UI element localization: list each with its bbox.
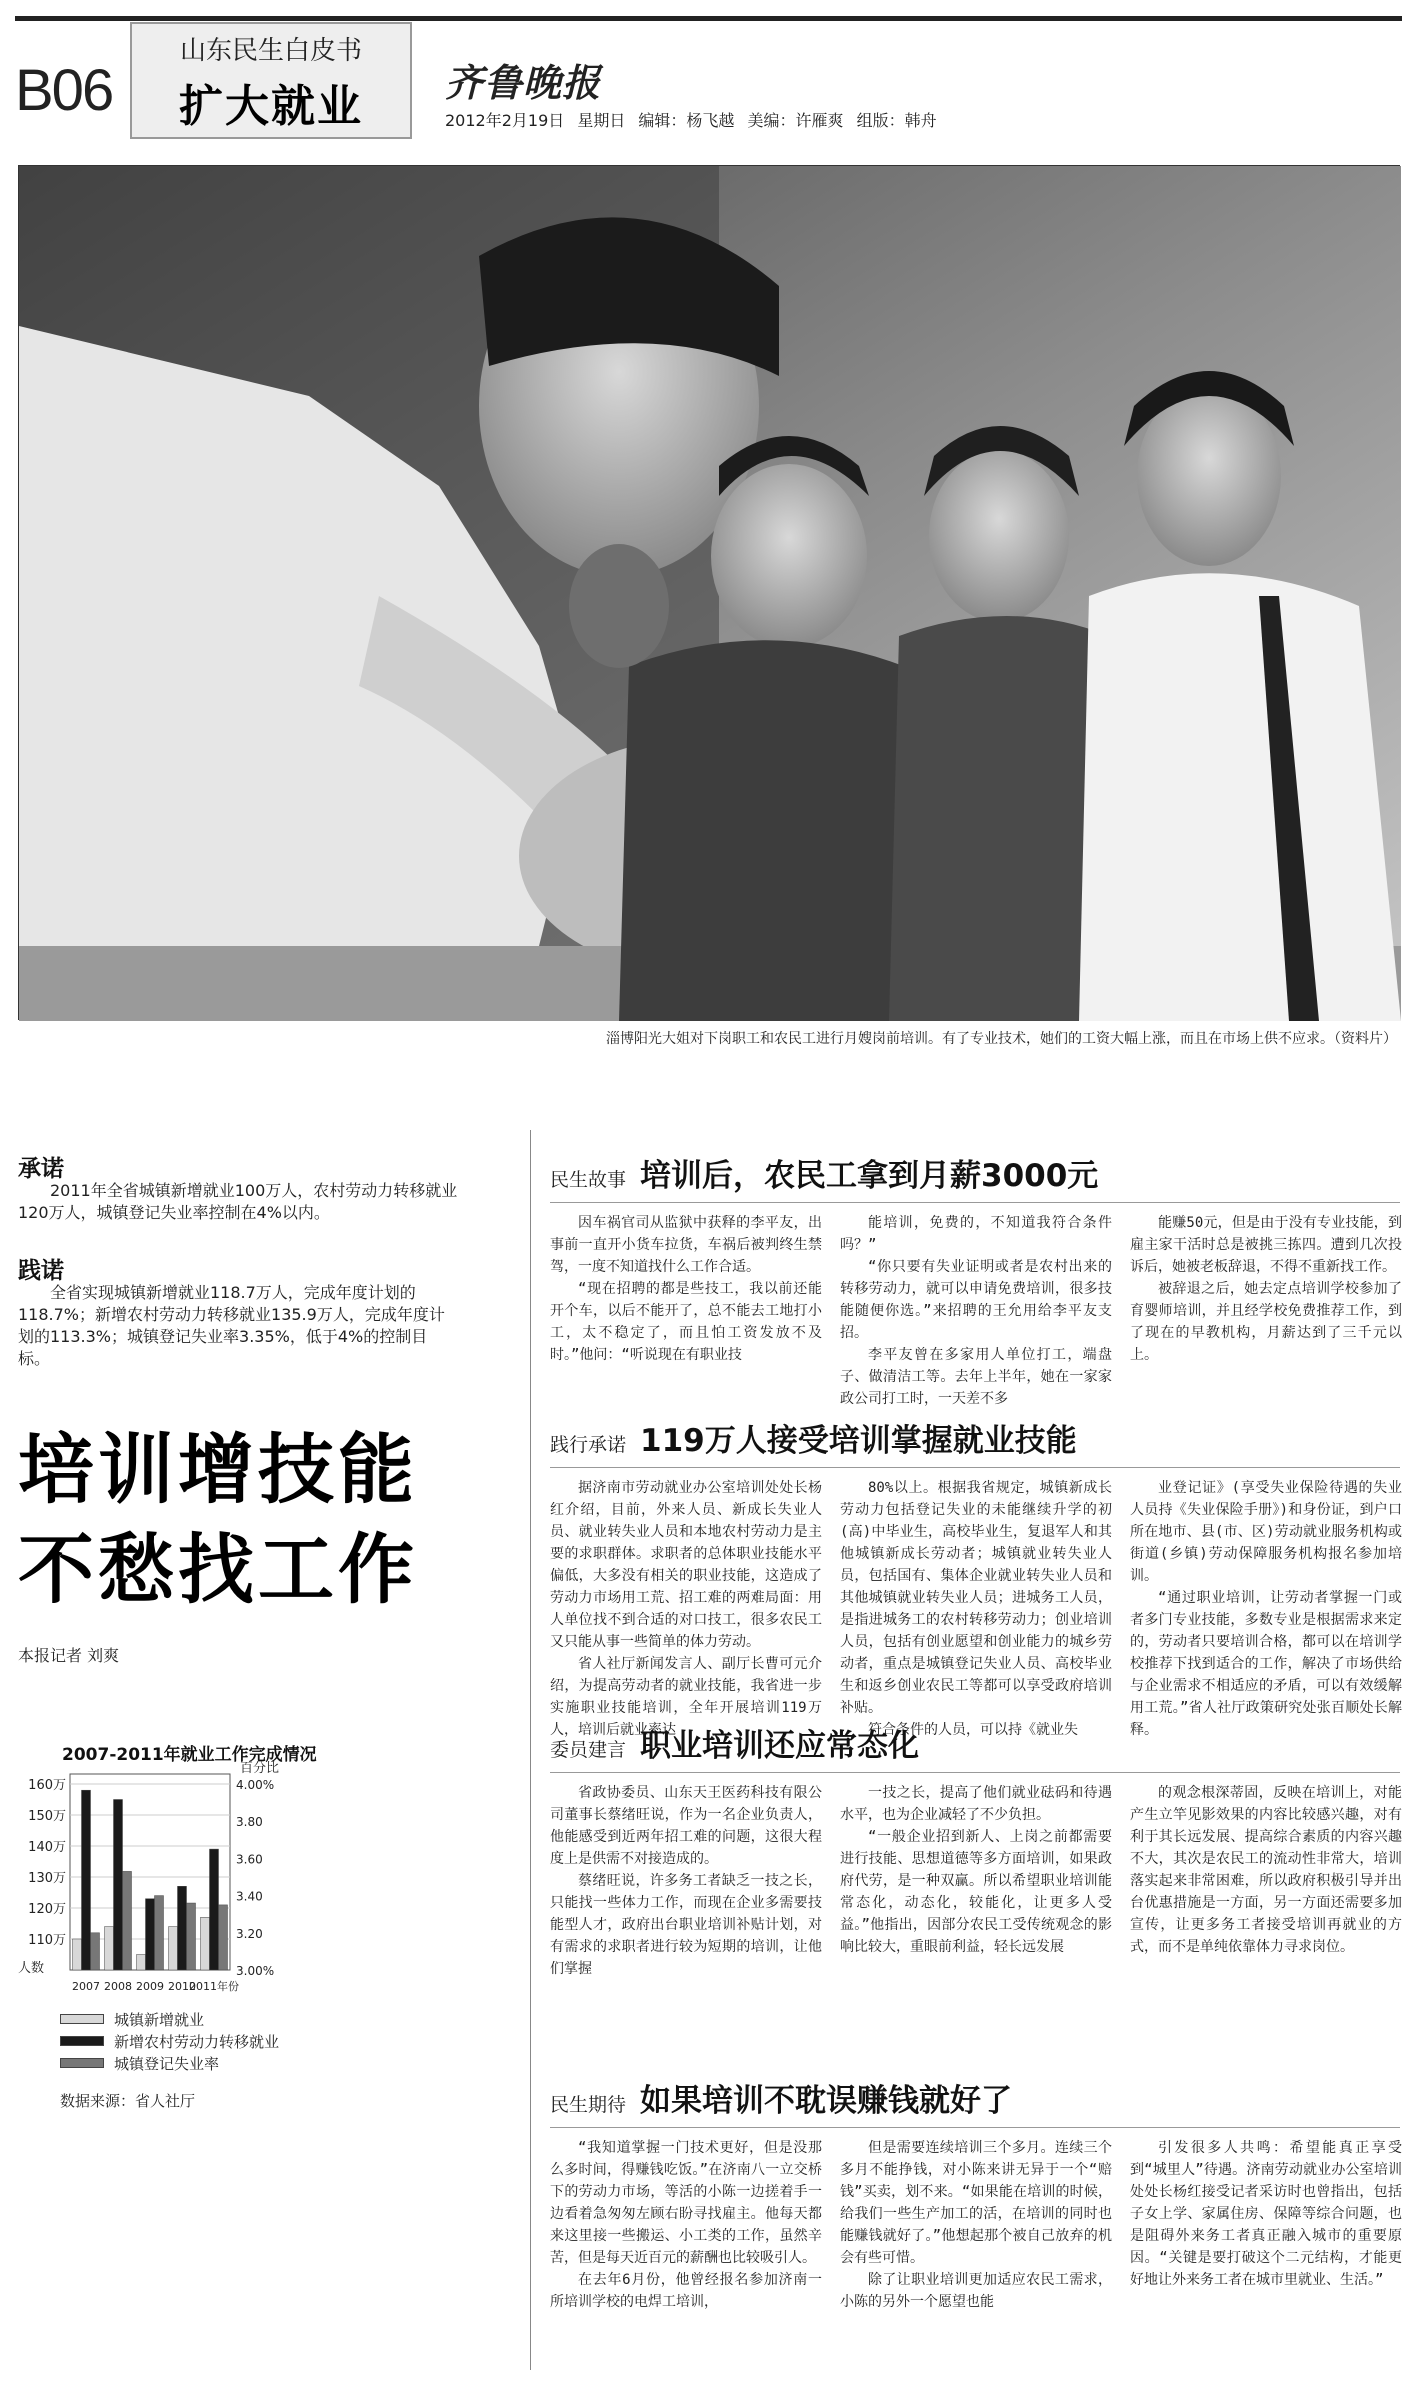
column-separator — [530, 1130, 531, 2370]
bar — [219, 1905, 228, 1970]
text-column — [1130, 1477, 1402, 1738]
y-tick-right: 3.20 — [236, 1926, 263, 1941]
y-tick-right: 3.80 — [236, 1815, 263, 1830]
y-axis-label-right: 百分比 — [240, 1761, 280, 1776]
y-tick-right: 3.00% — [236, 1964, 275, 1978]
text-column — [1130, 1782, 1402, 2014]
y-tick-left: 160万 — [28, 1778, 66, 1793]
section-header — [550, 1720, 1400, 1765]
y-tick-right: 3.40 — [236, 1889, 263, 1904]
section-rule — [550, 1202, 1400, 1203]
section-title: 119万人接受培训掌握就业技能 — [640, 1423, 1077, 1459]
promise-text: 2011年全省城镇新增就业100万人，农村劳动力转移就业120万人，城镇登记失业率控制在4%以内。 — [18, 1181, 458, 1222]
paragraph: 一技之长，提高了他们就业砝码和待遇水平，也为企业减轻了不少负担。 — [840, 1785, 1112, 1823]
section-title: 职业培训还应常态化 — [640, 1728, 920, 1764]
newspaper-logo: 齐鲁晚报 — [445, 60, 602, 105]
section-body — [550, 1782, 1402, 2014]
chart-source: 数据来源：省人社厅 — [60, 2092, 196, 2110]
legend-swatch — [60, 2014, 104, 2024]
bar — [146, 1899, 155, 1970]
paragraph: 据济南市劳动就业办公室培训处处长杨红介绍，目前，外来人员、新成长失业人员、就业转失业人员和本地农村劳动力是主要的求职群体。求职者的总体职业技能水平偏低，大多没有相关的职业技能，这造成了劳动力市场用工荒、招工难的两难局面：用人单位找不到合适的对口技工，很多农民工又只能从事一些简单的体力劳动。 — [550, 1480, 822, 1650]
text-column — [1130, 2137, 1402, 2377]
bar — [123, 1871, 132, 1970]
y-tick-right: 3.60 — [236, 1852, 263, 1867]
headline-line-1: 培训增技能 — [18, 1425, 418, 1514]
section-rule — [550, 1467, 1400, 1468]
y-tick-left: 150万 — [28, 1809, 66, 1824]
text-column — [550, 1477, 822, 1738]
paragraph: “我知道掌握一门技术更好，但是没那么多时间，得赚钱吃饭。”在济南八一立交桥下的劳动力市场，等活的小陈一边搓着手一边看着急匆匆左顾右盼寻找雇主。他每天都来这里接一些搬运、小工类的工作，虽然辛苦，但是每天近百元的薪酬也比较吸引人。 — [550, 2140, 822, 2266]
paragraph: 蔡绪旺说，许多务工者缺乏一技之长，只能找一些体力工作，而现在企业多需要技能型人才，政府出台职业培训补贴计划，对有需求的求职者进行较为短期的培训，让他们掌握 — [550, 1873, 822, 1977]
paragraph: “通过职业培训，让劳动者掌握一门或者多门专业技能，多数专业是根据需求来定的，劳动者只要培训合格，都可以在培训学校推荐下找到适合的工作，解决了市场供给与企业需求不相适应的矛盾，可以有效缓解用工荒。”省人社厅政策研究处张百顺处长解释。 — [1130, 1590, 1402, 1738]
paragraph: 能赚50元，但是由于没有专业技能，到雇主家干活时总是被挑三拣四。遭到几次投诉后，她被老板辞退，不得不重新找工作。 — [1130, 1215, 1402, 1275]
legend-label: 城镇登记失业率 — [114, 2054, 220, 2073]
practice-text: 全省实现城镇新增就业118.7万人，完成年度计划的118.7%；新增农村劳动力转移就业135.9万人，完成年度计划的113.3%；城镇登记失业率3.35%，低于4%的控制目标。 — [18, 1283, 445, 1368]
legend-item — [60, 2030, 440, 2052]
bar — [201, 1917, 210, 1970]
text-column — [840, 1477, 1112, 1738]
bar — [155, 1896, 164, 1970]
text-column — [1130, 1212, 1402, 1420]
paragraph: 因车祸官司从监狱中获释的李平友，出事前一直开小货车拉货，车祸后被判终生禁驾，一度不知道找什么工作合适。 — [550, 1215, 822, 1275]
paragraph: 被辞退之后，她去定点培训学校参加了育婴师培训，并且经学校免费推荐工作，到了现在的早教机构，月薪达到了三千元以上。 — [1130, 1281, 1402, 1363]
bar — [178, 1886, 187, 1970]
x-tick-label: 2011年份 — [189, 1980, 239, 1993]
text-column — [840, 1212, 1112, 1420]
bar — [137, 1955, 146, 1971]
x-tick-label: 2007 — [72, 1980, 100, 1993]
paragraph: 引发很多人共鸣：希望能真正享受到“城里人”待遇。济南劳动就业办公室培训处处长杨红接受记者采访时也曾指出，包括子女上学、家属住房、保障等综合问题，也是阻碍外来务工者真正融入城市的重要原因。“关键是要打破这个二元结构，才能更好地让外来务工者在城市里就业、生活。” — [1130, 2140, 1402, 2288]
legend-label: 新增农村劳动力转移就业 — [114, 2032, 280, 2051]
text-column — [840, 1782, 1112, 2014]
section-header — [550, 1150, 1400, 1195]
paragraph: 80%以上。根据我省规定，城镇新成长劳动力包括登记失业的未能继续升学的初(高)中毕业生，高校毕业生，复退军人和其他城镇新成长劳动者；城镇就业转失业人员，包括国有、集体企业就业转失业人员和其他城镇就业转失业人员；进城务工人员，是指进城务工的农村转移劳动力；创业培训人员，包括有创业愿望和创业能力的城乡劳动者，重点是城镇登记失业人员、高校毕业生和返乡创业农民工等都可以享受政府培训补贴。 — [840, 1480, 1112, 1716]
byline: 本报记者 刘爽 — [18, 1646, 120, 1665]
photo-illustration — [19, 166, 1401, 1021]
paragraph: 省人社厅新闻发言人、副厅长曹可元介绍，为提高劳动者的就业技能，我省进一步实施职业技能培训，全年开展培训119万人，培训后就业率达 — [550, 1656, 822, 1738]
photo-caption: 淄博阳光大姐对下岗职工和农民工进行月嫂岗前培训。有了专业技术，她们的工资大幅上涨，而且在市场上供不应求。（资料片） — [606, 1031, 1397, 1047]
y-tick-left: 110万 — [28, 1933, 66, 1948]
main-headline — [18, 1420, 418, 1620]
x-tick-label: 2010 — [168, 1980, 196, 1993]
paragraph: 除了让职业培训更加适应农民工需求，小陈的另外一个愿望也能 — [840, 2272, 1112, 2310]
headline-line-2: 不愁找工作 — [18, 1525, 418, 1614]
section-tag: 民生故事 — [550, 1169, 627, 1191]
bar — [187, 1903, 196, 1970]
paragraph: 但是需要连续培训三个多月。连续三个多月不能挣钱，对小陈来讲无异于一个“赔钱”买卖，划不来。“如果能在培训的时候，给我们一些生产加工的活，在培训的同时也能赚钱就好了。”他想起那个被自己放弃的机会有些可惜。 — [840, 2140, 1112, 2266]
bar — [169, 1927, 178, 1970]
paragraph: “现在招聘的都是些技工，我以前还能开个车，以后不能开了，总不能去工地打小工，太不稳定了，而且怕工资发放不及时。”他问：“听说现在有职业技 — [550, 1281, 822, 1363]
text-column — [550, 2137, 822, 2377]
paragraph: 在去年6月份，他曾经报名参加济南一所培训学校的电焊工培训， — [550, 2272, 822, 2310]
y-tick-left: 120万 — [28, 1902, 66, 1917]
legend-item — [60, 2052, 440, 2074]
section-tag: 践行承诺 — [550, 1434, 627, 1456]
section-rule — [550, 1772, 1400, 1773]
rubric-title: 扩大就业 — [179, 81, 363, 132]
bar — [82, 1790, 91, 1970]
legend-label: 城镇新增就业 — [114, 2010, 205, 2029]
top-rule — [15, 16, 1402, 21]
news-photo — [18, 165, 1400, 1020]
rubric-subtitle: 山东民生白皮书 — [179, 36, 362, 66]
paragraph: 的观念根深蒂固，反映在培训上，对能产生立竿见影效果的内容比较感兴趣，对有利于其长远发展、提高综合素质的内容兴趣不大，其次是农民工的流动性非常大，培训落实起来非常困难，所以政府积极引导并出台优惠措施是一方面，另一方面还需要多加宣传，让更多务工者接受培训再就业的方式，而不是单纯依靠体力寻求岗位。 — [1130, 1785, 1402, 1955]
y-tick-right: 4.00% — [236, 1778, 275, 1792]
text-column — [550, 1212, 822, 1420]
practice-label: 践诺 — [18, 1258, 64, 1284]
legend-swatch — [60, 2058, 104, 2068]
text-column — [550, 1782, 822, 2014]
y-tick-left: 140万 — [28, 1840, 66, 1855]
bar — [91, 1933, 100, 1970]
paragraph: “一般企业招到新人、上岗之前都需要进行技能、思想道德等多方面培训，如果政府代劳，是一种双赢。所以希望职业培训能常态化，动态化，较能化，让更多人受益。”他指出，因部分农民工受传统观念的影响比较大，重眼前利益，轻长远发展 — [840, 1829, 1112, 1955]
x-tick-label: 2008 — [104, 1980, 132, 1993]
bar — [73, 1939, 82, 1970]
section-tag: 民生期待 — [550, 2094, 627, 2116]
paragraph: 能培训，免费的，不知道我符合条件吗？” — [840, 1215, 1112, 1253]
bar — [210, 1849, 219, 1970]
promise-label: 承诺 — [18, 1156, 64, 1182]
y-axis-label-left: 人数 — [18, 1961, 45, 1976]
paragraph: “你只要有失业证明或者是农村出来的转移劳动力，就可以申请免费培训，很多技能随便你选。”来招聘的王允用给李平友支招。 — [840, 1259, 1112, 1341]
page-number: B06 — [15, 58, 113, 123]
chart-legend — [60, 2008, 440, 2074]
section-body — [550, 2137, 1402, 2377]
section-body — [550, 1477, 1402, 1738]
paragraph: 业登记证》(享受失业保险待遇的失业人员持《失业保险手册》)和身份证，到户口所在地市、县(市、区)劳动就业服务机构或街道(乡镇)劳动保障服务机构报名参加培训。 — [1130, 1480, 1402, 1584]
section-rule — [550, 2127, 1400, 2128]
bar — [114, 1800, 123, 1971]
section-rubric — [130, 22, 412, 139]
paragraph: 符合条件的人员，可以持《就业失 — [868, 1722, 1078, 1738]
section-body — [550, 1212, 1402, 1420]
bar — [105, 1927, 114, 1970]
section-header — [550, 1415, 1400, 1460]
chart-title: 2007-2011年就业工作完成情况 — [62, 1745, 317, 1765]
legend-item — [60, 2008, 440, 2030]
section-tag: 委员建言 — [550, 1739, 627, 1761]
paragraph: 李平友曾在多家用人单位打工，端盘子、做清洁工等。去年上半年，她在一家家政公司打工时，一天差不多 — [840, 1347, 1112, 1407]
section-header — [550, 2075, 1400, 2120]
legend-swatch — [60, 2036, 104, 2046]
text-column — [840, 2137, 1112, 2377]
employment-chart — [18, 1762, 428, 2002]
y-tick-left: 130万 — [28, 1871, 66, 1886]
section-title: 如果培训不耽误赚钱就好了 — [640, 2083, 1013, 2119]
section-title: 培训后，农民工拿到月薪3000元 — [640, 1158, 1099, 1194]
paragraph: 省政协委员、山东天王医药科技有限公司董事长蔡绪旺说，作为一名企业负责人，他能感受到近两年招工难的问题，这很大程度上是供需不对接造成的。 — [550, 1785, 822, 1867]
x-tick-label: 2009 — [136, 1980, 164, 1993]
page-meta: 2012年2月19日 星期日 编辑：杨飞越 美编：许雁爽 组版：韩舟 — [445, 111, 937, 130]
